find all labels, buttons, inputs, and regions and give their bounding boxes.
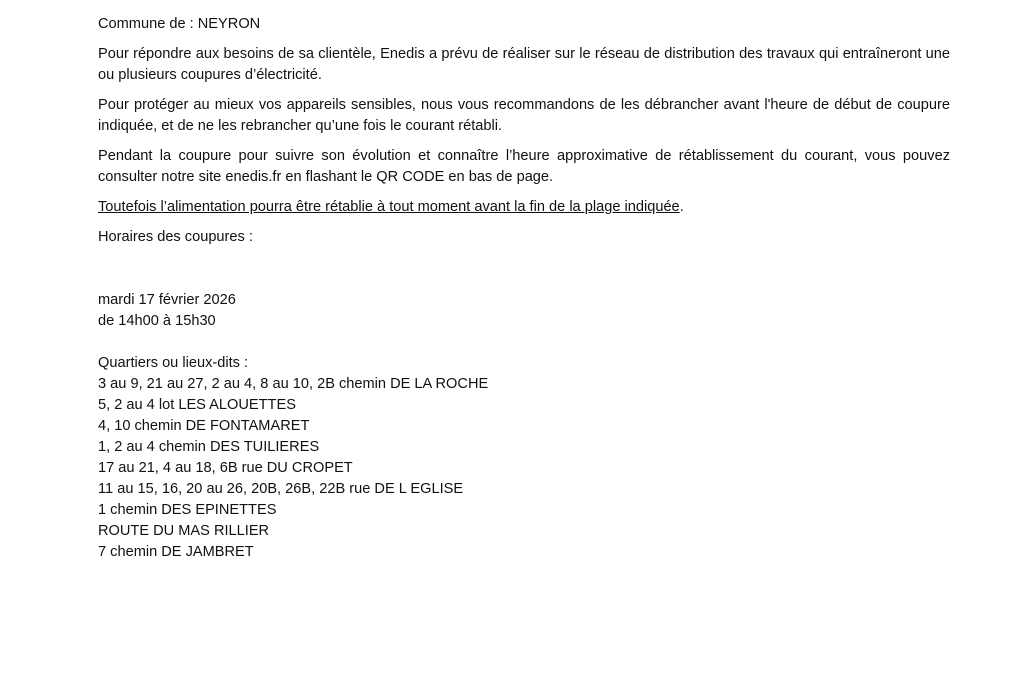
horaires-label: Horaires des coupures : bbox=[98, 229, 253, 245]
quartiers-block bbox=[98, 353, 950, 563]
advice-paragraph: Pour protéger au mieux vos appareils sensibles, nous vous recommandons de les débrancher avant l'heure de début de coupure indiquée, et de ne les rebrancher qu’une fois le courant rétabli. bbox=[98, 97, 950, 134]
quartier-item: 5, 2 au 4 lot LES ALOUETTES bbox=[98, 397, 296, 413]
quartier-item: 7 chemin DE JAMBRET bbox=[98, 544, 254, 560]
schedule-block bbox=[98, 290, 950, 332]
quartier-item: 3 au 9, 21 au 27, 2 au 4, 8 au 10, 2B chemin DE LA ROCHE bbox=[98, 376, 489, 392]
restoration-note-end: . bbox=[679, 199, 684, 215]
tracking-paragraph: Pendant la coupure pour suivre son évolution et connaître l’heure approximative de rétablissement du courant, vous pouvez consulter notre site enedis.fr en flashant le QR CODE en bas de page. bbox=[98, 148, 950, 185]
restoration-note bbox=[98, 197, 950, 218]
commune-title: Commune de : NEYRON bbox=[98, 16, 261, 32]
schedule-date: mardi 17 février 2026 bbox=[98, 292, 236, 308]
quartier-item: 1 chemin DES EPINETTES bbox=[98, 502, 277, 518]
quartiers-label: Quartiers ou lieux-dits : bbox=[98, 355, 249, 371]
quartier-item: 4, 10 chemin DE FONTAMARET bbox=[98, 418, 310, 434]
quartier-item: 17 au 21, 4 au 18, 6B rue DU CROPET bbox=[98, 460, 353, 476]
restoration-note-underlined: Toutefois l’alimentation pourra être rétablie à tout moment avant la fin de la plage indiquée bbox=[98, 199, 680, 215]
quartier-item: 11 au 15, 16, 20 au 26, 20B, 26B, 22B rue DE L EGLISE bbox=[98, 481, 464, 497]
notice-document bbox=[98, 14, 950, 563]
quartier-item: 1, 2 au 4 chemin DES TUILIERES bbox=[98, 439, 320, 455]
intro-paragraph: Pour répondre aux besoins de sa clientèle, Enedis a prévu de réaliser sur le réseau de distribution des travaux qui entraîneront une ou plusieurs coupures d’électricité. bbox=[98, 46, 950, 83]
quartier-item: ROUTE DU MAS RILLIER bbox=[98, 523, 270, 539]
schedule-time: de 14h00 à 15h30 bbox=[98, 313, 216, 329]
